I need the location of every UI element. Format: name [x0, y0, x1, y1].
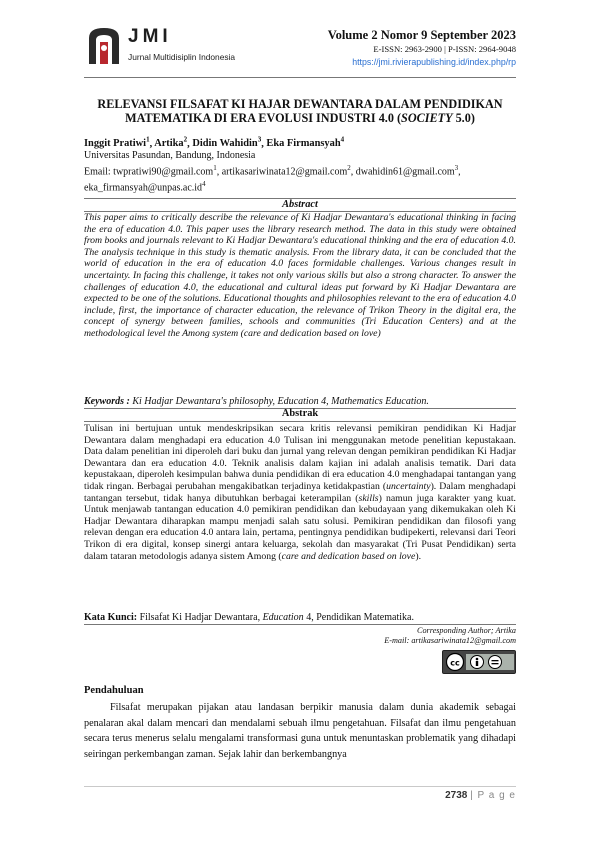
author-list: Inggit Pratiwi$^1$, Artika$^2$, Didin Wahidin$^3$, Eka Firmansyah$^4$ — [84, 136, 345, 150]
affiliation-block — [84, 150, 516, 195]
email-line-2: $eka\_firmansyah@unpas.ac.id^4$ — [84, 180, 206, 194]
author-3: Didin Wahidin$^3$ — [192, 136, 262, 150]
logo-text: JMI — [128, 26, 172, 47]
page-label: | P a g e — [470, 790, 516, 801]
keywords-label: Keywords : — [84, 396, 130, 407]
keywords-en — [84, 396, 429, 407]
keywords-id: Kata Kunci: Filsafat Ki Hadjar Dewantara, Education 4, Pendidikan Matematika. — [84, 612, 414, 623]
header-divider — [84, 77, 516, 78]
title-line-2-italic: SOCIETY — [401, 111, 453, 125]
page-number — [445, 790, 516, 801]
abstract-text: This paper aims to critically describe the relevance of Ki Hadjar Dewantara's educational thinking in facing the era of education 4.0. This paper uses the library research method. The data in this study were obtained from books and journals relevant to Ki Hadjar Dewantara's educational thinking and the era of education 4.0. The analysis technique in this study is thematic analysis. From the library data, it can be concluded that the world of education in the era of education 4.0 faces formidable challenges. Various changes result in uncertainty. In facing this challenge, it takes not only various skills but also a strong character. To answer the challenges of education 4.0, the educational and cultural ideas put forward by Ki Hadjar Dewantara are expected to be one of the solutions. Educational thoughts and philosophies relevant to the era of education 4.0 include, first, the importance of character education, the relevance of Trikon Theory in the digital era, the concept of synergy between families, schools and communities (Tri Education Centers) and at the methodological level the Among system (care and dedication based on love) — [84, 212, 516, 339]
corresponding-email: E-mail: artikasariwinata12@gmail.com — [384, 636, 516, 645]
creative-commons-license-icon[interactable] — [442, 650, 516, 674]
title-line-2-suffix: 5.0) — [452, 111, 475, 125]
journal-logo — [84, 22, 284, 72]
affiliation: Universitas Pasundan, Bandung, Indonesia — [84, 150, 256, 161]
article-title — [84, 97, 516, 125]
keywords-bottom-rule — [84, 624, 516, 625]
email-line-1: Email: twpratiwi90@gmail.com$^1$, artikasariwinata12@gmail.com$^2$, dwahidin61@gmail.com$^3$, — [84, 164, 461, 178]
author-1: Inggit Pratiwi$^1$ — [84, 136, 150, 150]
abstrak-text: Tulisan ini bertujuan untuk mendeskripsikan secara kritis relevansi pemikiran pendidikan Ki Hadjar Dewantara dalam menghadapi era education 4.0 Tulisan ini menggunakan metode penelitian kepustakaan. Data dalam penelitian ini diperoleh dari buku dan jurnal yang relevan dengan pemikiran pendidikan Ki Hadjar Dewantara dan era education 4.0. Teknik analisis dalam kajian ini adalah analisis tematik. Dari data kepustakaan, diperoleh kesimpulan bahwa dunia pendidikan di era education 4.0 menghadapai tantangan yang tidak ringan. Berbagai perubahan mengakibatkan terjadinya ketidakpastian (uncertainty). Dalam menghadapi tantangan tersebut, tidak hanya dibutuhkan berbagai keterampilan (skills) namun juga karakter yang kuat. Untuk menjawab tantangan education 4.0 pemikiran pendidikan dan kebudayaan yang dikemukakan oleh Ki Hadjar Dewantara diharapkan mampu menjadi salah satu solusi. Pemikiran pendidikan dan filosofi yang relevan dengan era education 4.0 antara lain, pertama, pentingnya pendidikan budipekerti, relevansi dari Teori Trikon di era digital, konsep sinergi antara keluarga, sekolah dan masyarakat (Tri Pusat Pendidikan) serta dalam tataran metodologis adanya sistem Among (care and dedication based on love). — [84, 423, 517, 562]
svg-text:cc: cc — [450, 658, 460, 668]
title-line-2 — [84, 111, 516, 125]
intro-paragraph: Filsafat merupakan pijakan atau landasan berpikir manusia dalam dunia akademik sebagai penalaran akal dalam mencari dan mendalami sebuah ilmu pengetahuan. Filsafat dan ilmu pengetahuan secara terus menerus selalu mengalami transformasi guna untuk menuntaskan problematik yang dihadapi seiringan perkembangan zaman. Sejak lahir dan berkembangnya — [84, 702, 516, 760]
title-line-2-prefix: MATEMATIKA DI ERA EVOLUSI INDUSTRI 4.0 ( — [125, 111, 402, 125]
abstrak-heading: Abstrak — [281, 408, 319, 419]
corresponding-author: Corresponding Author; Artika — [416, 626, 516, 635]
title-line-1: RELEVANSI FILSAFAT KI HAJAR DEWANTARA DALAM PENDIDIKAN — [97, 97, 503, 111]
correspondence — [384, 626, 516, 646]
journal-url-link[interactable]: https://jmi.rivierapublishing.id/index.php/rp — [352, 57, 516, 67]
footer-divider — [84, 786, 516, 787]
kata-kunci-label: Kata Kunci: — [84, 612, 138, 623]
issn-info: E-ISSN: 2963-2900 | P-ISSN: 2964-9048 — [373, 44, 516, 54]
jmi-logo-icon — [84, 24, 124, 68]
section-heading-intro: Pendahuluan — [84, 685, 144, 696]
author-2: Artika$^2$ — [154, 136, 188, 150]
abstrak-heading-rule — [84, 421, 516, 422]
keywords-value: Ki Hadjar Dewantara's philosophy, Education 4, Mathematics Education. — [132, 396, 429, 407]
logo-subtitle: Jurnal Multidisiplin Indonesia — [128, 52, 236, 62]
author-4: Eka Firmansyah$^4$ — [266, 136, 345, 150]
abstract-heading: Abstract — [282, 199, 318, 210]
journal-meta — [328, 28, 516, 67]
page-number-value: 2738 — [445, 790, 468, 801]
volume-info: Volume 2 Nomor 9 September 2023 — [327, 28, 516, 42]
